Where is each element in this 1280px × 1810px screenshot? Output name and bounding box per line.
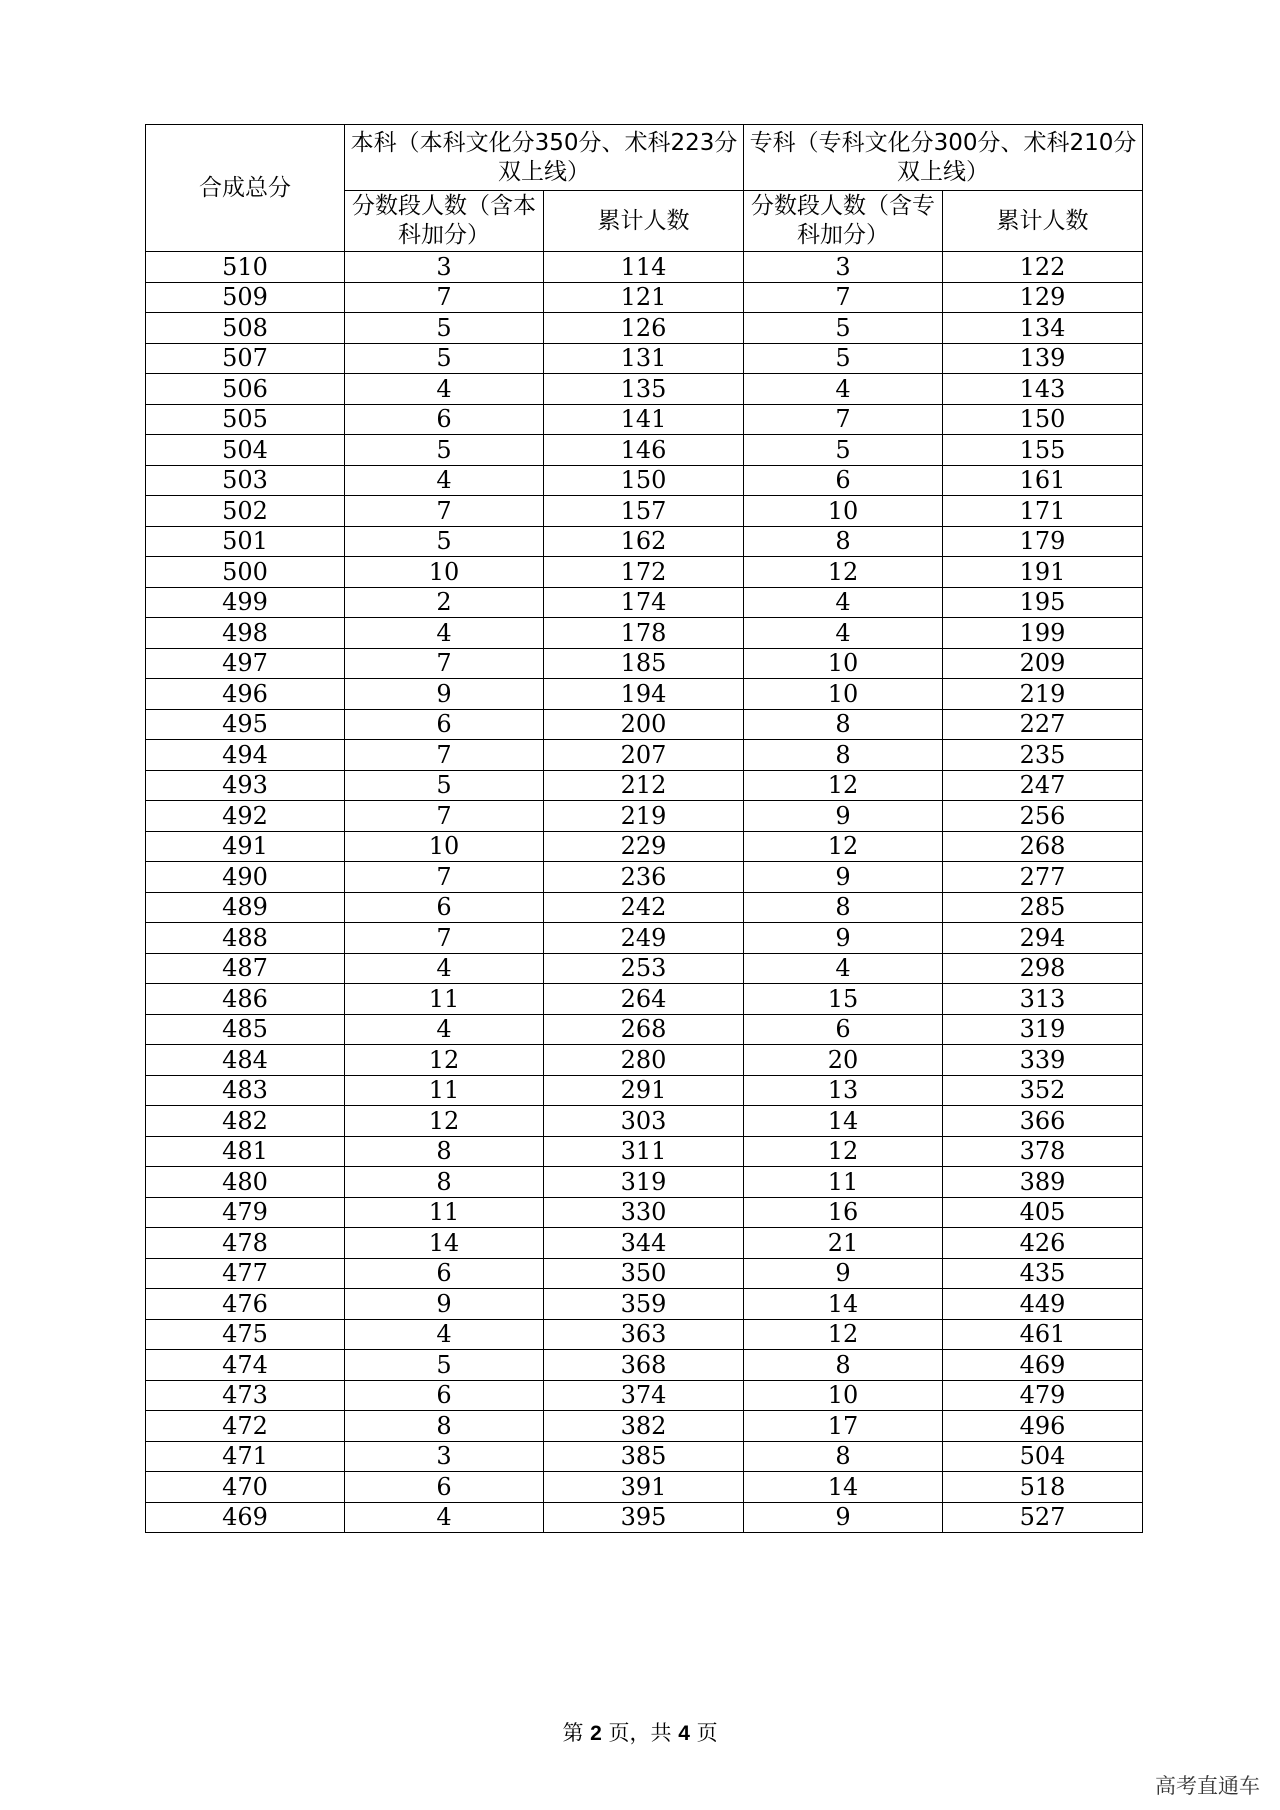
cell-total-score: 490 <box>146 862 345 893</box>
table-row <box>146 526 1143 557</box>
table-header <box>146 125 1143 252</box>
cell-undergrad-segment: 7 <box>345 801 544 832</box>
cell-undergrad-segment: 6 <box>345 892 544 923</box>
cell-college-segment: 8 <box>744 740 943 771</box>
cell-college-segment: 6 <box>744 465 943 496</box>
header-undergrad-group: 本科（本科文化分350分、术科223分双上线） <box>345 125 744 191</box>
cell-college-cumulative: 277 <box>943 862 1143 893</box>
cell-total-score: 504 <box>146 435 345 466</box>
cell-undergrad-segment: 7 <box>345 496 544 527</box>
table-row <box>146 282 1143 313</box>
cell-total-score: 488 <box>146 923 345 954</box>
cell-undergrad-segment: 4 <box>345 1319 544 1350</box>
cell-undergrad-segment: 4 <box>345 374 544 405</box>
cell-college-cumulative: 122 <box>943 252 1143 283</box>
watermark: 高考直通车 <box>1155 1774 1260 1798</box>
cell-college-cumulative: 235 <box>943 740 1143 771</box>
cell-college-cumulative: 449 <box>943 1289 1143 1320</box>
page-number-footer <box>0 1717 1280 1747</box>
cell-college-segment: 9 <box>744 1258 943 1289</box>
table-row <box>146 1167 1143 1198</box>
cell-college-cumulative: 209 <box>943 648 1143 679</box>
cell-undergrad-segment: 6 <box>345 404 544 435</box>
cell-undergrad-cumulative: 359 <box>544 1289 744 1320</box>
cell-college-cumulative: 461 <box>943 1319 1143 1350</box>
cell-total-score: 484 <box>146 1045 345 1076</box>
cell-total-score: 475 <box>146 1319 345 1350</box>
cell-college-segment: 7 <box>744 404 943 435</box>
table-row <box>146 557 1143 588</box>
table-row <box>146 1472 1143 1503</box>
footer-total-pages: 4 <box>678 1722 690 1745</box>
cell-undergrad-segment: 4 <box>345 618 544 649</box>
cell-college-cumulative: 366 <box>943 1106 1143 1137</box>
table-row <box>146 770 1143 801</box>
cell-college-cumulative: 313 <box>943 984 1143 1015</box>
cell-college-cumulative: 352 <box>943 1075 1143 1106</box>
table-row <box>146 892 1143 923</box>
cell-undergrad-segment: 6 <box>345 1380 544 1411</box>
cell-college-cumulative: 518 <box>943 1472 1143 1503</box>
cell-college-cumulative: 139 <box>943 343 1143 374</box>
cell-undergrad-cumulative: 178 <box>544 618 744 649</box>
cell-total-score: 483 <box>146 1075 345 1106</box>
cell-total-score: 492 <box>146 801 345 832</box>
cell-college-cumulative: 435 <box>943 1258 1143 1289</box>
cell-college-cumulative: 268 <box>943 831 1143 862</box>
cell-undergrad-segment: 9 <box>345 679 544 710</box>
cell-college-cumulative: 134 <box>943 313 1143 344</box>
cell-undergrad-segment: 14 <box>345 1228 544 1259</box>
table-row <box>146 313 1143 344</box>
cell-college-segment: 4 <box>744 587 943 618</box>
cell-undergrad-cumulative: 350 <box>544 1258 744 1289</box>
cell-college-segment: 12 <box>744 1136 943 1167</box>
cell-undergrad-cumulative: 382 <box>544 1411 744 1442</box>
cell-undergrad-segment: 6 <box>345 709 544 740</box>
header-college-group: 专科（专科文化分300分、术科210分双上线） <box>744 125 1143 191</box>
cell-total-score: 502 <box>146 496 345 527</box>
cell-undergrad-segment: 2 <box>345 587 544 618</box>
cell-total-score: 479 <box>146 1197 345 1228</box>
cell-total-score: 498 <box>146 618 345 649</box>
table-row <box>146 1136 1143 1167</box>
cell-college-segment: 10 <box>744 679 943 710</box>
cell-college-segment: 12 <box>744 557 943 588</box>
cell-undergrad-cumulative: 253 <box>544 953 744 984</box>
cell-total-score: 478 <box>146 1228 345 1259</box>
cell-college-segment: 17 <box>744 1411 943 1442</box>
cell-undergrad-segment: 7 <box>345 648 544 679</box>
table-row <box>146 1045 1143 1076</box>
cell-college-segment: 5 <box>744 313 943 344</box>
cell-college-cumulative: 504 <box>943 1441 1143 1472</box>
cell-total-score: 474 <box>146 1350 345 1381</box>
table-row <box>146 1411 1143 1442</box>
header-undergrad-segment: 分数段人数（含本科加分） <box>345 191 544 252</box>
table-row <box>146 1106 1143 1137</box>
cell-undergrad-segment: 10 <box>345 557 544 588</box>
cell-total-score: 476 <box>146 1289 345 1320</box>
table-body <box>146 252 1143 1533</box>
cell-undergrad-cumulative: 374 <box>544 1380 744 1411</box>
cell-undergrad-cumulative: 212 <box>544 770 744 801</box>
cell-undergrad-cumulative: 249 <box>544 923 744 954</box>
cell-college-cumulative: 405 <box>943 1197 1143 1228</box>
cell-total-score: 507 <box>146 343 345 374</box>
cell-undergrad-segment: 11 <box>345 1197 544 1228</box>
cell-undergrad-cumulative: 391 <box>544 1472 744 1503</box>
cell-college-segment: 12 <box>744 831 943 862</box>
cell-college-segment: 10 <box>744 1380 943 1411</box>
cell-college-segment: 8 <box>744 1441 943 1472</box>
cell-college-cumulative: 150 <box>943 404 1143 435</box>
cell-undergrad-cumulative: 121 <box>544 282 744 313</box>
cell-total-score: 509 <box>146 282 345 313</box>
cell-undergrad-cumulative: 146 <box>544 435 744 466</box>
cell-college-segment: 11 <box>744 1167 943 1198</box>
table-row <box>146 1075 1143 1106</box>
cell-total-score: 487 <box>146 953 345 984</box>
table-row <box>146 923 1143 954</box>
table-row <box>146 679 1143 710</box>
cell-college-cumulative: 496 <box>943 1411 1143 1442</box>
table-row <box>146 862 1143 893</box>
table-row <box>146 1441 1143 1472</box>
cell-undergrad-cumulative: 385 <box>544 1441 744 1472</box>
cell-undergrad-cumulative: 207 <box>544 740 744 771</box>
cell-total-score: 485 <box>146 1014 345 1045</box>
cell-college-segment: 14 <box>744 1289 943 1320</box>
table-row <box>146 496 1143 527</box>
cell-total-score: 495 <box>146 709 345 740</box>
cell-undergrad-cumulative: 114 <box>544 252 744 283</box>
cell-undergrad-segment: 8 <box>345 1411 544 1442</box>
cell-college-cumulative: 298 <box>943 953 1143 984</box>
table-row <box>146 1502 1143 1533</box>
table-row <box>146 984 1143 1015</box>
cell-undergrad-segment: 5 <box>345 526 544 557</box>
score-distribution-table <box>145 124 1143 1533</box>
cell-college-cumulative: 469 <box>943 1350 1143 1381</box>
cell-total-score: 503 <box>146 465 345 496</box>
cell-college-cumulative: 191 <box>943 557 1143 588</box>
cell-college-cumulative: 294 <box>943 923 1143 954</box>
cell-undergrad-cumulative: 157 <box>544 496 744 527</box>
table-row <box>146 801 1143 832</box>
cell-college-segment: 10 <box>744 648 943 679</box>
cell-undergrad-cumulative: 131 <box>544 343 744 374</box>
table-row <box>146 618 1143 649</box>
cell-total-score: 489 <box>146 892 345 923</box>
cell-total-score: 496 <box>146 679 345 710</box>
cell-undergrad-segment: 4 <box>345 953 544 984</box>
header-college-cumulative: 累计人数 <box>943 191 1143 252</box>
cell-college-cumulative: 319 <box>943 1014 1143 1045</box>
cell-undergrad-segment: 7 <box>345 740 544 771</box>
cell-college-cumulative: 161 <box>943 465 1143 496</box>
cell-college-cumulative: 389 <box>943 1167 1143 1198</box>
cell-undergrad-segment: 7 <box>345 862 544 893</box>
table-row <box>146 1380 1143 1411</box>
header-undergrad-cumulative: 累计人数 <box>544 191 744 252</box>
cell-total-score: 505 <box>146 404 345 435</box>
cell-total-score: 497 <box>146 648 345 679</box>
cell-undergrad-segment: 4 <box>345 1014 544 1045</box>
cell-college-cumulative: 256 <box>943 801 1143 832</box>
footer-prefix: 第 <box>562 1721 584 1745</box>
cell-college-segment: 8 <box>744 709 943 740</box>
table-row <box>146 1014 1143 1045</box>
cell-undergrad-cumulative: 172 <box>544 557 744 588</box>
cell-college-cumulative: 143 <box>943 374 1143 405</box>
cell-undergrad-segment: 3 <box>345 1441 544 1472</box>
cell-undergrad-segment: 8 <box>345 1136 544 1167</box>
cell-undergrad-cumulative: 264 <box>544 984 744 1015</box>
cell-college-segment: 14 <box>744 1106 943 1137</box>
cell-undergrad-cumulative: 280 <box>544 1045 744 1076</box>
table-row <box>146 648 1143 679</box>
cell-undergrad-cumulative: 311 <box>544 1136 744 1167</box>
cell-undergrad-cumulative: 344 <box>544 1228 744 1259</box>
cell-undergrad-segment: 5 <box>345 1350 544 1381</box>
cell-college-cumulative: 479 <box>943 1380 1143 1411</box>
cell-college-cumulative: 247 <box>943 770 1143 801</box>
cell-college-segment: 14 <box>744 1472 943 1503</box>
cell-college-segment: 12 <box>744 770 943 801</box>
cell-undergrad-cumulative: 162 <box>544 526 744 557</box>
cell-college-segment: 9 <box>744 923 943 954</box>
cell-total-score: 473 <box>146 1380 345 1411</box>
cell-total-score: 482 <box>146 1106 345 1137</box>
cell-undergrad-cumulative: 194 <box>544 679 744 710</box>
cell-undergrad-segment: 6 <box>345 1472 544 1503</box>
cell-college-segment: 10 <box>744 496 943 527</box>
cell-college-cumulative: 426 <box>943 1228 1143 1259</box>
cell-college-segment: 4 <box>744 374 943 405</box>
cell-total-score: 494 <box>146 740 345 771</box>
table-row <box>146 1350 1143 1381</box>
table-row <box>146 953 1143 984</box>
cell-undergrad-segment: 5 <box>345 313 544 344</box>
cell-college-cumulative: 219 <box>943 679 1143 710</box>
cell-undergrad-cumulative: 368 <box>544 1350 744 1381</box>
cell-total-score: 469 <box>146 1502 345 1533</box>
cell-undergrad-cumulative: 185 <box>544 648 744 679</box>
cell-undergrad-cumulative: 219 <box>544 801 744 832</box>
cell-undergrad-cumulative: 135 <box>544 374 744 405</box>
cell-total-score: 491 <box>146 831 345 862</box>
cell-undergrad-cumulative: 229 <box>544 831 744 862</box>
cell-undergrad-segment: 12 <box>345 1045 544 1076</box>
cell-college-segment: 9 <box>744 1502 943 1533</box>
cell-undergrad-segment: 7 <box>345 282 544 313</box>
cell-undergrad-segment: 5 <box>345 435 544 466</box>
cell-undergrad-segment: 9 <box>345 1289 544 1320</box>
table-row <box>146 1197 1143 1228</box>
cell-undergrad-cumulative: 236 <box>544 862 744 893</box>
cell-undergrad-segment: 4 <box>345 1502 544 1533</box>
cell-undergrad-cumulative: 200 <box>544 709 744 740</box>
footer-middle: 页，共 <box>608 1721 672 1745</box>
cell-undergrad-cumulative: 126 <box>544 313 744 344</box>
cell-undergrad-cumulative: 395 <box>544 1502 744 1533</box>
cell-undergrad-cumulative: 242 <box>544 892 744 923</box>
table-row <box>146 740 1143 771</box>
table-row <box>146 709 1143 740</box>
cell-total-score: 471 <box>146 1441 345 1472</box>
cell-college-segment: 13 <box>744 1075 943 1106</box>
table-row <box>146 252 1143 283</box>
cell-college-cumulative: 171 <box>943 496 1143 527</box>
cell-undergrad-segment: 12 <box>345 1106 544 1137</box>
cell-college-segment: 3 <box>744 252 943 283</box>
cell-college-cumulative: 339 <box>943 1045 1143 1076</box>
cell-total-score: 506 <box>146 374 345 405</box>
cell-total-score: 472 <box>146 1411 345 1442</box>
cell-college-cumulative: 378 <box>943 1136 1143 1167</box>
cell-college-segment: 20 <box>744 1045 943 1076</box>
cell-college-segment: 4 <box>744 618 943 649</box>
footer-suffix: 页 <box>696 1721 718 1745</box>
cell-undergrad-segment: 11 <box>345 984 544 1015</box>
header-total-score: 合成总分 <box>146 125 345 252</box>
cell-undergrad-cumulative: 319 <box>544 1167 744 1198</box>
cell-college-segment: 21 <box>744 1228 943 1259</box>
table-row <box>146 1319 1143 1350</box>
cell-undergrad-segment: 6 <box>345 1258 544 1289</box>
cell-undergrad-segment: 7 <box>345 923 544 954</box>
cell-undergrad-cumulative: 141 <box>544 404 744 435</box>
cell-undergrad-cumulative: 291 <box>544 1075 744 1106</box>
table-row <box>146 404 1143 435</box>
table-row <box>146 831 1143 862</box>
cell-undergrad-segment: 10 <box>345 831 544 862</box>
cell-undergrad-segment: 3 <box>345 252 544 283</box>
header-college-segment: 分数段人数（含专科加分） <box>744 191 943 252</box>
cell-college-segment: 5 <box>744 343 943 374</box>
cell-college-segment: 9 <box>744 862 943 893</box>
cell-total-score: 510 <box>146 252 345 283</box>
cell-total-score: 499 <box>146 587 345 618</box>
cell-total-score: 501 <box>146 526 345 557</box>
cell-total-score: 481 <box>146 1136 345 1167</box>
cell-college-cumulative: 285 <box>943 892 1143 923</box>
cell-total-score: 470 <box>146 1472 345 1503</box>
table-row <box>146 587 1143 618</box>
cell-total-score: 480 <box>146 1167 345 1198</box>
cell-undergrad-segment: 8 <box>345 1167 544 1198</box>
cell-total-score: 477 <box>146 1258 345 1289</box>
cell-college-segment: 12 <box>744 1319 943 1350</box>
cell-college-cumulative: 155 <box>943 435 1143 466</box>
cell-college-cumulative: 199 <box>943 618 1143 649</box>
cell-undergrad-cumulative: 268 <box>544 1014 744 1045</box>
cell-college-cumulative: 527 <box>943 1502 1143 1533</box>
table-row <box>146 465 1143 496</box>
cell-college-segment: 4 <box>744 953 943 984</box>
table-row <box>146 435 1143 466</box>
cell-college-cumulative: 227 <box>943 709 1143 740</box>
cell-college-segment: 15 <box>744 984 943 1015</box>
cell-college-segment: 8 <box>744 1350 943 1381</box>
cell-total-score: 500 <box>146 557 345 588</box>
cell-college-segment: 7 <box>744 282 943 313</box>
cell-undergrad-segment: 4 <box>345 465 544 496</box>
table-row <box>146 343 1143 374</box>
cell-undergrad-cumulative: 330 <box>544 1197 744 1228</box>
cell-undergrad-cumulative: 174 <box>544 587 744 618</box>
cell-undergrad-segment: 5 <box>345 343 544 374</box>
cell-undergrad-segment: 11 <box>345 1075 544 1106</box>
table-row <box>146 1258 1143 1289</box>
cell-college-cumulative: 129 <box>943 282 1143 313</box>
cell-undergrad-cumulative: 363 <box>544 1319 744 1350</box>
cell-college-cumulative: 179 <box>943 526 1143 557</box>
cell-undergrad-segment: 5 <box>345 770 544 801</box>
cell-college-segment: 5 <box>744 435 943 466</box>
table-row <box>146 1289 1143 1320</box>
table-row <box>146 1228 1143 1259</box>
cell-college-segment: 16 <box>744 1197 943 1228</box>
cell-college-segment: 8 <box>744 892 943 923</box>
cell-total-score: 493 <box>146 770 345 801</box>
table-row <box>146 374 1143 405</box>
cell-total-score: 508 <box>146 313 345 344</box>
cell-college-segment: 9 <box>744 801 943 832</box>
cell-college-segment: 8 <box>744 526 943 557</box>
cell-total-score: 486 <box>146 984 345 1015</box>
cell-undergrad-cumulative: 150 <box>544 465 744 496</box>
cell-college-cumulative: 195 <box>943 587 1143 618</box>
cell-undergrad-cumulative: 303 <box>544 1106 744 1137</box>
footer-page-number: 2 <box>590 1722 602 1745</box>
cell-college-segment: 6 <box>744 1014 943 1045</box>
